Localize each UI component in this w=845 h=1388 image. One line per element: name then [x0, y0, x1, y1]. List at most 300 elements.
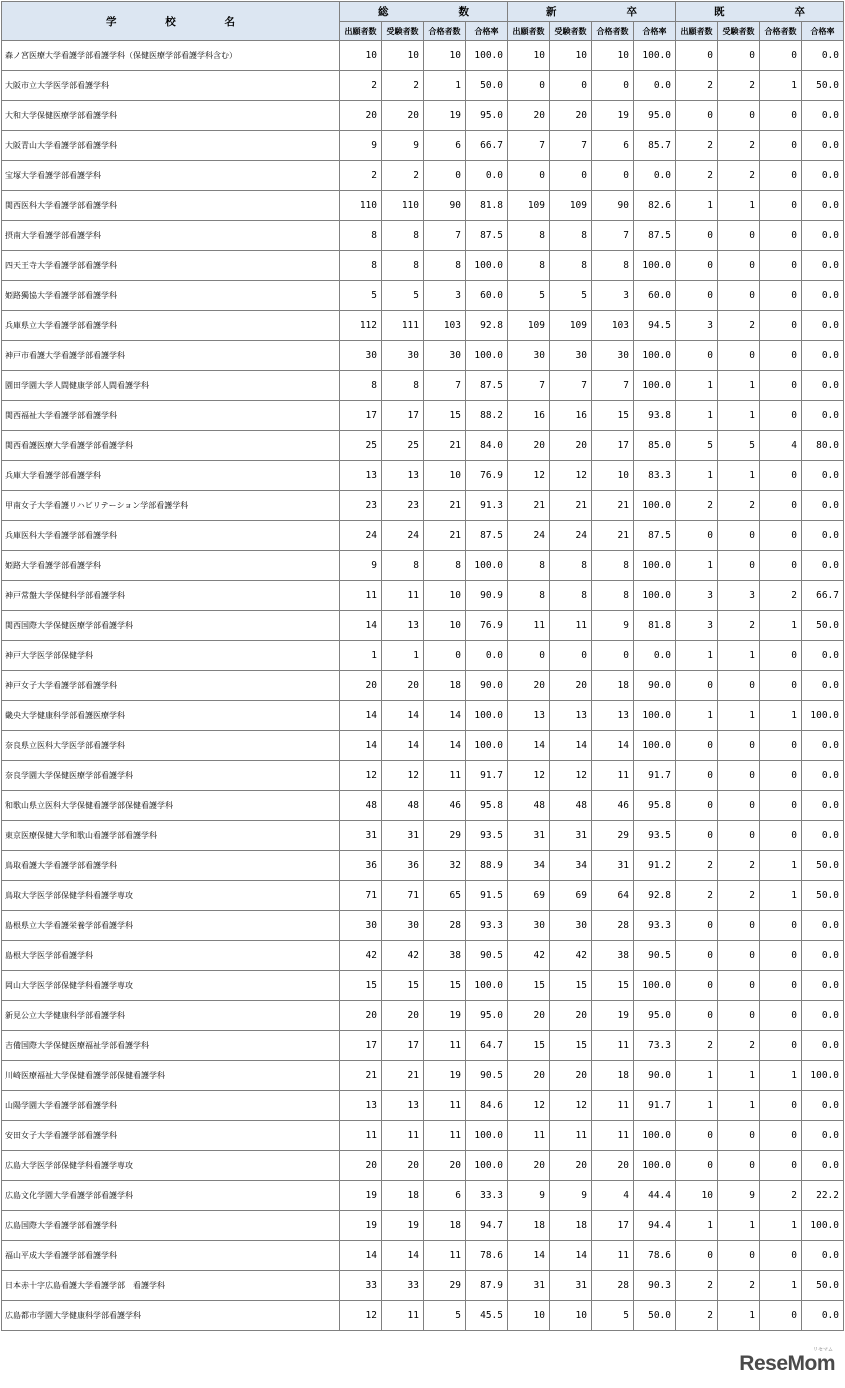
total-value-cell: 19	[424, 1001, 466, 1031]
prev-value-cell: 1	[760, 881, 802, 911]
prev-value-cell: 1	[676, 641, 718, 671]
prev-value-cell: 2	[676, 1301, 718, 1331]
total-value-cell: 14	[340, 701, 382, 731]
prev-value-cell: 2	[718, 161, 760, 191]
prev-value-cell: 0	[760, 341, 802, 371]
total-value-cell: 11	[424, 1121, 466, 1151]
prev-value-cell: 0.0	[802, 101, 844, 131]
total-value-cell: 87.5	[466, 521, 508, 551]
new-value-cell: 28	[592, 911, 634, 941]
total-value-cell: 13	[382, 1091, 424, 1121]
new-value-cell: 7	[550, 371, 592, 401]
total-value-cell: 112	[340, 311, 382, 341]
prev-value-cell: 0	[718, 1151, 760, 1181]
total-value-cell: 0.0	[466, 161, 508, 191]
prev-value-cell: 1	[676, 1211, 718, 1241]
prev-value-cell: 0	[760, 401, 802, 431]
total-value-cell: 76.9	[466, 461, 508, 491]
prev-value-cell: 1	[718, 401, 760, 431]
total-value-cell: 15	[340, 971, 382, 1001]
new-value-cell: 31	[508, 821, 550, 851]
table-row	[2, 191, 844, 221]
prev-value-cell: 2	[760, 581, 802, 611]
prev-value-cell: 0	[760, 911, 802, 941]
total-value-cell: 84.0	[466, 431, 508, 461]
school-name-cell: 新見公立大学健康科学部看護学科	[2, 1001, 340, 1031]
prev-value-cell: 0.0	[802, 761, 844, 791]
prev-value-cell: 80.0	[802, 431, 844, 461]
new-value-cell: 91.7	[634, 1091, 676, 1121]
new-value-cell: 17	[592, 1211, 634, 1241]
total-value-cell: 9	[340, 131, 382, 161]
prev-value-cell: 0	[676, 1001, 718, 1031]
prev-value-cell: 1	[676, 1061, 718, 1091]
prev-value-cell: 0	[760, 371, 802, 401]
prev-value-cell: 0	[760, 251, 802, 281]
table-row	[2, 341, 844, 371]
total-value-cell: 12	[340, 761, 382, 791]
group-header-new-grad: 新 卒	[508, 2, 676, 22]
subcolumn-header: 受験者数	[718, 22, 760, 41]
prev-value-cell: 0	[676, 101, 718, 131]
total-value-cell: 8	[340, 251, 382, 281]
prev-value-cell: 1	[676, 191, 718, 221]
prev-value-cell: 0	[676, 41, 718, 71]
total-value-cell: 90.9	[466, 581, 508, 611]
new-value-cell: 21	[550, 491, 592, 521]
new-value-cell: 30	[592, 341, 634, 371]
prev-value-cell: 3	[676, 311, 718, 341]
new-value-cell: 8	[592, 581, 634, 611]
new-value-cell: 10	[508, 1301, 550, 1331]
total-value-cell: 95.0	[466, 1001, 508, 1031]
prev-value-cell: 0	[760, 1031, 802, 1061]
group-header-total: 総 数	[340, 2, 508, 22]
prev-value-cell: 1	[718, 1091, 760, 1121]
prev-value-cell: 0	[760, 1301, 802, 1331]
subcolumn-header: 合格率	[466, 22, 508, 41]
table-row	[2, 371, 844, 401]
prev-value-cell: 0.0	[802, 971, 844, 1001]
new-value-cell: 95.8	[634, 791, 676, 821]
total-value-cell: 31	[340, 821, 382, 851]
prev-value-cell: 1	[760, 611, 802, 641]
total-value-cell: 65	[424, 881, 466, 911]
new-value-cell: 0	[550, 161, 592, 191]
school-name-cell: 大和大学保健医療学部看護学科	[2, 101, 340, 131]
new-value-cell: 11	[550, 611, 592, 641]
new-value-cell: 38	[592, 941, 634, 971]
total-value-cell: 30	[424, 341, 466, 371]
prev-value-cell: 2	[760, 1181, 802, 1211]
table-row	[2, 131, 844, 161]
new-value-cell: 13	[550, 701, 592, 731]
school-name-cell: 園田学園大学人間健康学部人間看護学科	[2, 371, 340, 401]
total-value-cell: 15	[424, 971, 466, 1001]
total-value-cell: 23	[382, 491, 424, 521]
total-value-cell: 88.9	[466, 851, 508, 881]
new-value-cell: 95.0	[634, 101, 676, 131]
total-value-cell: 93.5	[466, 821, 508, 851]
prev-value-cell: 2	[676, 71, 718, 101]
prev-value-cell: 0.0	[802, 1001, 844, 1031]
new-value-cell: 18	[508, 1211, 550, 1241]
prev-value-cell: 0	[718, 41, 760, 71]
group-header-prev-grad: 既 卒	[676, 2, 844, 22]
prev-value-cell: 0.0	[802, 1241, 844, 1271]
prev-value-cell: 50.0	[802, 71, 844, 101]
total-value-cell: 100.0	[466, 1151, 508, 1181]
new-value-cell: 7	[508, 131, 550, 161]
table-row	[2, 161, 844, 191]
new-value-cell: 11	[508, 1121, 550, 1151]
new-value-cell: 13	[508, 701, 550, 731]
prev-value-cell: 66.7	[802, 581, 844, 611]
new-value-cell: 91.7	[634, 761, 676, 791]
prev-value-cell: 0.0	[802, 131, 844, 161]
school-name-cell: 甲南女子大学看護リハビリテーション学部看護学科	[2, 491, 340, 521]
new-value-cell: 11	[550, 1121, 592, 1151]
new-value-cell: 78.6	[634, 1241, 676, 1271]
total-value-cell: 13	[382, 611, 424, 641]
prev-value-cell: 1	[676, 371, 718, 401]
total-value-cell: 29	[424, 1271, 466, 1301]
new-value-cell: 109	[550, 311, 592, 341]
table-row	[2, 221, 844, 251]
total-value-cell: 33	[340, 1271, 382, 1301]
total-value-cell: 38	[424, 941, 466, 971]
new-value-cell: 14	[550, 1241, 592, 1271]
prev-value-cell: 1	[760, 1061, 802, 1091]
prev-value-cell: 0	[718, 1121, 760, 1151]
new-value-cell: 20	[508, 101, 550, 131]
prev-value-cell: 2	[718, 311, 760, 341]
new-value-cell: 100.0	[634, 251, 676, 281]
prev-value-cell: 0	[760, 191, 802, 221]
new-value-cell: 16	[550, 401, 592, 431]
new-value-cell: 0	[592, 161, 634, 191]
new-value-cell: 8	[550, 551, 592, 581]
table-row	[2, 1271, 844, 1301]
subcolumn-header: 合格率	[634, 22, 676, 41]
new-value-cell: 6	[592, 131, 634, 161]
total-value-cell: 20	[382, 671, 424, 701]
new-value-cell: 92.8	[634, 881, 676, 911]
prev-value-cell: 0	[760, 1151, 802, 1181]
total-value-cell: 17	[340, 401, 382, 431]
table-row	[2, 551, 844, 581]
prev-value-cell: 0	[676, 971, 718, 1001]
total-value-cell: 25	[340, 431, 382, 461]
table-row	[2, 1211, 844, 1241]
prev-value-cell: 0.0	[802, 281, 844, 311]
total-value-cell: 14	[382, 1241, 424, 1271]
exam-results-table	[1, 1, 844, 1331]
total-value-cell: 90.5	[466, 1061, 508, 1091]
table-row	[2, 1121, 844, 1151]
new-value-cell: 64	[592, 881, 634, 911]
new-value-cell: 20	[550, 101, 592, 131]
total-value-cell: 17	[382, 401, 424, 431]
table-row	[2, 911, 844, 941]
table-row	[2, 671, 844, 701]
prev-value-cell: 1	[676, 551, 718, 581]
prev-value-cell: 0.0	[802, 1091, 844, 1121]
prev-value-cell: 0	[676, 671, 718, 701]
total-value-cell: 13	[340, 461, 382, 491]
new-value-cell: 82.6	[634, 191, 676, 221]
total-value-cell: 2	[340, 161, 382, 191]
new-value-cell: 8	[550, 581, 592, 611]
new-value-cell: 4	[592, 1181, 634, 1211]
new-value-cell: 0.0	[634, 161, 676, 191]
total-value-cell: 23	[340, 491, 382, 521]
school-name-cell: 和歌山県立医科大学保健看護学部保健看護学科	[2, 791, 340, 821]
total-value-cell: 8	[382, 221, 424, 251]
school-name-cell: 東京医療保健大学和歌山看護学部看護学科	[2, 821, 340, 851]
prev-value-cell: 2	[676, 851, 718, 881]
new-value-cell: 14	[592, 731, 634, 761]
prev-value-cell: 0	[718, 941, 760, 971]
total-value-cell: 30	[382, 341, 424, 371]
new-value-cell: 31	[508, 1271, 550, 1301]
total-value-cell: 8	[340, 371, 382, 401]
new-value-cell: 24	[550, 521, 592, 551]
subcolumn-header: 受験者数	[382, 22, 424, 41]
new-value-cell: 31	[592, 851, 634, 881]
new-value-cell: 11	[592, 1091, 634, 1121]
total-value-cell: 11	[424, 761, 466, 791]
school-name-cell: 島根県立大学看護栄養学部看護学科	[2, 911, 340, 941]
prev-value-cell: 100.0	[802, 1061, 844, 1091]
table-row	[2, 701, 844, 731]
prev-value-cell: 2	[676, 161, 718, 191]
total-value-cell: 64.7	[466, 1031, 508, 1061]
new-value-cell: 5	[592, 1301, 634, 1331]
new-value-cell: 20	[550, 1001, 592, 1031]
prev-value-cell: 1	[760, 1211, 802, 1241]
new-value-cell: 7	[592, 371, 634, 401]
prev-value-cell: 9	[718, 1181, 760, 1211]
new-value-cell: 85.0	[634, 431, 676, 461]
prev-value-cell: 0	[718, 821, 760, 851]
total-value-cell: 10	[424, 611, 466, 641]
table-row	[2, 761, 844, 791]
table-row	[2, 1181, 844, 1211]
new-value-cell: 0.0	[634, 641, 676, 671]
total-value-cell: 5	[340, 281, 382, 311]
prev-value-cell: 10	[676, 1181, 718, 1211]
total-value-cell: 33	[382, 1271, 424, 1301]
prev-value-cell: 0	[760, 731, 802, 761]
prev-value-cell: 0	[718, 281, 760, 311]
new-value-cell: 94.5	[634, 311, 676, 341]
new-value-cell: 85.7	[634, 131, 676, 161]
prev-value-cell: 0	[718, 341, 760, 371]
total-value-cell: 9	[340, 551, 382, 581]
school-name-cell: 広島文化学園大学看護学部看護学科	[2, 1181, 340, 1211]
total-value-cell: 33.3	[466, 1181, 508, 1211]
new-value-cell: 0	[550, 641, 592, 671]
total-value-cell: 88.2	[466, 401, 508, 431]
new-value-cell: 10	[592, 461, 634, 491]
new-value-cell: 0	[550, 71, 592, 101]
new-value-cell: 15	[550, 1031, 592, 1061]
total-value-cell: 11	[424, 1241, 466, 1271]
prev-value-cell: 0	[676, 1151, 718, 1181]
prev-value-cell: 0.0	[802, 821, 844, 851]
new-value-cell: 20	[592, 1151, 634, 1181]
total-value-cell: 11	[340, 1121, 382, 1151]
new-value-cell: 13	[592, 701, 634, 731]
subcolumn-header: 合格率	[802, 22, 844, 41]
new-value-cell: 15	[592, 971, 634, 1001]
new-value-cell: 5	[508, 281, 550, 311]
prev-value-cell: 1	[676, 1091, 718, 1121]
new-value-cell: 21	[592, 521, 634, 551]
total-value-cell: 32	[424, 851, 466, 881]
new-value-cell: 94.4	[634, 1211, 676, 1241]
prev-value-cell: 100.0	[802, 1211, 844, 1241]
prev-value-cell: 0	[760, 791, 802, 821]
school-name-cell: 関西医科大学看護学部看護学科	[2, 191, 340, 221]
new-value-cell: 0	[508, 71, 550, 101]
new-value-cell: 20	[508, 1061, 550, 1091]
total-value-cell: 31	[382, 821, 424, 851]
prev-value-cell: 2	[718, 1271, 760, 1301]
total-value-cell: 30	[382, 911, 424, 941]
new-value-cell: 7	[508, 371, 550, 401]
total-value-cell: 50.0	[466, 71, 508, 101]
prev-value-cell: 1	[760, 701, 802, 731]
school-name-cell: 鳥取看護大学看護学部看護学科	[2, 851, 340, 881]
new-value-cell: 100.0	[634, 551, 676, 581]
total-value-cell: 0	[424, 641, 466, 671]
prev-value-cell: 50.0	[802, 611, 844, 641]
total-value-cell: 110	[382, 191, 424, 221]
new-value-cell: 7	[592, 221, 634, 251]
total-value-cell: 110	[340, 191, 382, 221]
new-value-cell: 83.3	[634, 461, 676, 491]
prev-value-cell: 0	[718, 971, 760, 1001]
prev-value-cell: 2	[718, 71, 760, 101]
new-value-cell: 9	[592, 611, 634, 641]
total-value-cell: 11	[424, 1091, 466, 1121]
prev-value-cell: 0.0	[802, 551, 844, 581]
new-value-cell: 87.5	[634, 521, 676, 551]
total-value-cell: 6	[424, 1181, 466, 1211]
total-value-cell: 12	[382, 761, 424, 791]
school-name-cell: 神戸女子大学看護学部看護学科	[2, 671, 340, 701]
total-value-cell: 87.5	[466, 371, 508, 401]
new-value-cell: 30	[550, 911, 592, 941]
new-value-cell: 9	[508, 1181, 550, 1211]
total-value-cell: 10	[424, 461, 466, 491]
prev-value-cell: 1	[718, 371, 760, 401]
total-value-cell: 90.0	[466, 671, 508, 701]
new-value-cell: 19	[592, 101, 634, 131]
new-value-cell: 10	[550, 41, 592, 71]
total-value-cell: 100.0	[466, 251, 508, 281]
prev-value-cell: 0.0	[802, 161, 844, 191]
total-value-cell: 14	[340, 611, 382, 641]
new-value-cell: 8	[508, 551, 550, 581]
prev-value-cell: 0	[760, 281, 802, 311]
total-value-cell: 18	[424, 671, 466, 701]
new-value-cell: 10	[592, 41, 634, 71]
school-name-cell: 森ノ宮医療大学看護学部看護学科（保健医療学部看護学科含む）	[2, 41, 340, 71]
total-value-cell: 20	[382, 1151, 424, 1181]
prev-value-cell: 2	[676, 881, 718, 911]
total-value-cell: 0.0	[466, 641, 508, 671]
prev-value-cell: 3	[718, 581, 760, 611]
total-value-cell: 92.8	[466, 311, 508, 341]
prev-value-cell: 0	[676, 731, 718, 761]
prev-value-cell: 0	[718, 731, 760, 761]
prev-value-cell: 1	[676, 401, 718, 431]
prev-value-cell: 0	[760, 221, 802, 251]
prev-value-cell: 0.0	[802, 671, 844, 701]
new-value-cell: 12	[550, 1091, 592, 1121]
total-value-cell: 1	[382, 641, 424, 671]
table-row	[2, 521, 844, 551]
total-value-cell: 21	[424, 491, 466, 521]
new-value-cell: 81.8	[634, 611, 676, 641]
school-name-cell: 山陽学園大学看護学部看護学科	[2, 1091, 340, 1121]
new-value-cell: 90.0	[634, 1061, 676, 1091]
prev-value-cell: 0	[760, 671, 802, 701]
school-name-cell: 関西福祉大学看護学部看護学科	[2, 401, 340, 431]
total-value-cell: 11	[382, 1121, 424, 1151]
prev-value-cell: 0	[718, 791, 760, 821]
table-row	[2, 1241, 844, 1271]
prev-value-cell: 0	[718, 671, 760, 701]
prev-value-cell: 0.0	[802, 251, 844, 281]
total-value-cell: 7	[424, 221, 466, 251]
total-value-cell: 13	[382, 461, 424, 491]
new-value-cell: 8	[508, 581, 550, 611]
new-value-cell: 42	[550, 941, 592, 971]
new-value-cell: 29	[592, 821, 634, 851]
prev-value-cell: 0	[760, 1001, 802, 1031]
total-value-cell: 21	[340, 1061, 382, 1091]
prev-value-cell: 0	[676, 911, 718, 941]
prev-value-cell: 0	[760, 761, 802, 791]
total-value-cell: 36	[340, 851, 382, 881]
new-value-cell: 5	[550, 281, 592, 311]
school-name-cell: 大阪青山大学看護学部看護学科	[2, 131, 340, 161]
prev-value-cell: 0	[676, 821, 718, 851]
table-row	[2, 941, 844, 971]
total-value-cell: 20	[340, 1001, 382, 1031]
total-value-cell: 91.3	[466, 491, 508, 521]
total-value-cell: 48	[340, 791, 382, 821]
prev-value-cell: 0.0	[802, 941, 844, 971]
table-row	[2, 71, 844, 101]
table-row	[2, 1001, 844, 1031]
prev-value-cell: 2	[676, 491, 718, 521]
new-value-cell: 31	[550, 1271, 592, 1301]
school-name-cell: 岡山大学医学部保健学科看護学専攻	[2, 971, 340, 1001]
new-value-cell: 73.3	[634, 1031, 676, 1061]
total-value-cell: 10	[382, 41, 424, 71]
school-name-cell: 大阪市立大学医学部看護学科	[2, 71, 340, 101]
new-value-cell: 100.0	[634, 41, 676, 71]
prev-value-cell: 0	[760, 941, 802, 971]
subcolumn-header: 受験者数	[550, 22, 592, 41]
prev-value-cell: 1	[718, 701, 760, 731]
prev-value-cell: 22.2	[802, 1181, 844, 1211]
